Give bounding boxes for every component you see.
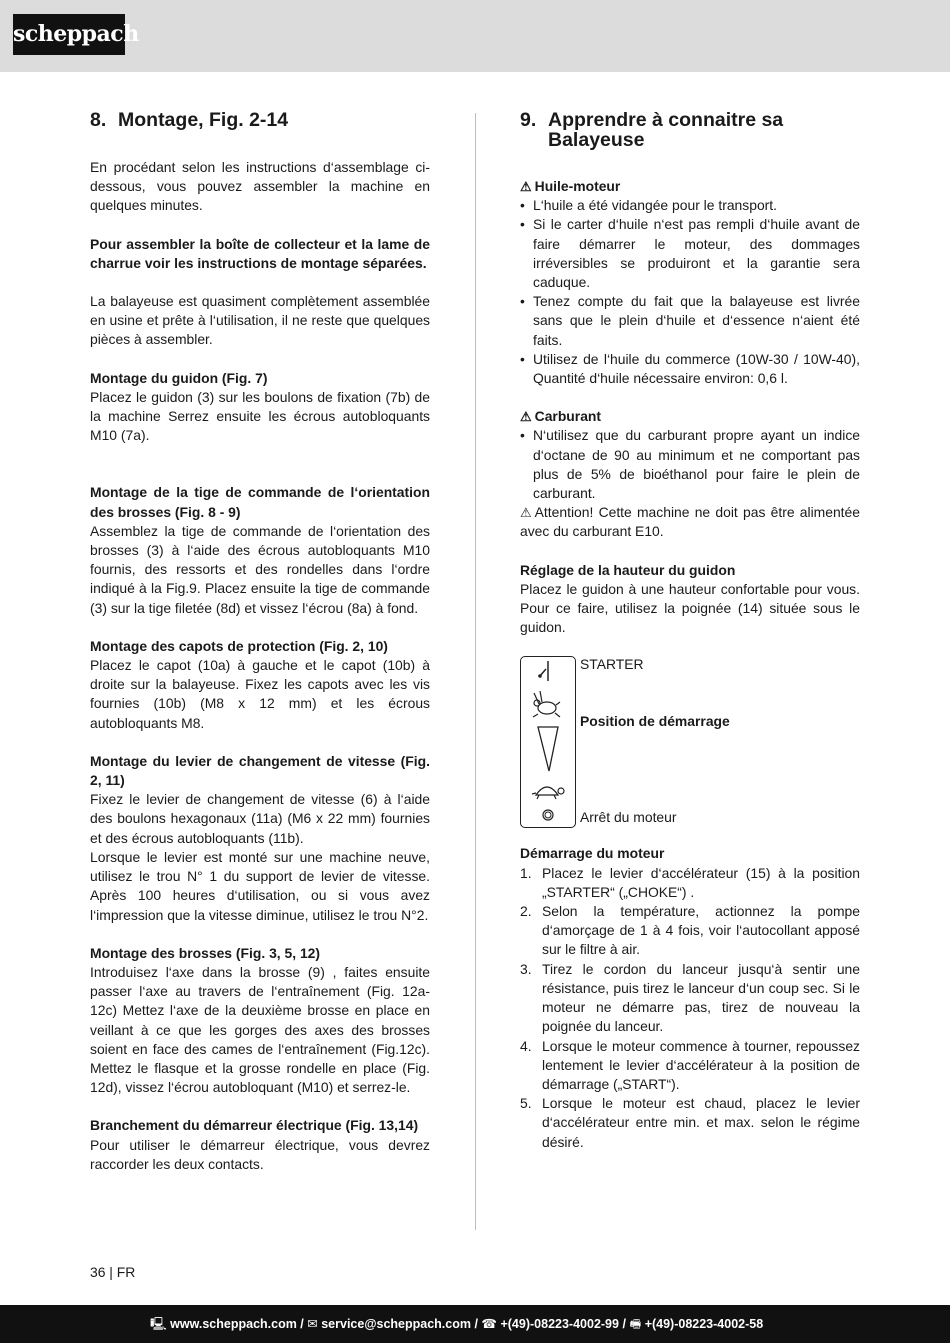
footer-band (0, 1305, 950, 1343)
tortoise-icon (532, 787, 564, 799)
website-link[interactable]: www.scheppach.com (170, 1317, 297, 1331)
warning-icon: ⚠ (520, 505, 532, 521)
covers-title: Montage des capots de protection (Fig. 2, 10) (90, 637, 388, 654)
list-item: 4. Lorsque le moteur commence à tourner, repoussez lentement le levier d‘accélérateur à la position de démarrage („START“). (520, 1037, 860, 1092)
list-item: 5. Lorsque le moteur est chaud, placez le levier d‘accélérateur entre min. et max. selon le régime désiré. (520, 1095, 860, 1150)
engine-start-title: Démarrage du moteur (520, 845, 665, 862)
rod-text: Assemblez la tige de commande de l‘orientation des brosses (3) à l‘aide des écrous autobloquants M10 fournis, des ressorts et des rondelles dans l‘ordre indiqué à la Fig.9. Placez ensuite la tige de commande (3) sur la tige filetée (8d) et vissez l‘écrou (8a) à fond. (90, 522, 430, 616)
handle-height-text: Placez le guidon à une hauteur confortable pour vous. Pour ce faire, utilisez la poignée (14) située sous le guidon. (520, 580, 860, 636)
speed-wedge-icon (538, 727, 558, 771)
assembly-note: Pour assembler la boîte de collecteur et la lame de charrue voir les instructions de montage séparées. (90, 235, 430, 271)
list-item: 3. Tirez le cordon du lanceur jusqu‘à sentir une résistance, puis tirez le lanceur d‘un coup sec. Si le moteur ne démarre pas, tirez de nouveau la poignée du lanceur. (520, 960, 860, 1035)
list-item: • Tenez compte du fait que la balayeuse est livrée sans que le plein d‘huile et d‘essence n‘aient été faits. (520, 292, 860, 350)
list-item: • N‘utilisez que du carburant propre ayant un indice d‘octane de 90 au minimum et ne comportant pas plus de 5% de bioéthanol pour faire le plein de carburant. (520, 426, 860, 503)
fax-icon: 🖷 (629, 1317, 642, 1331)
right-column (520, 110, 860, 1152)
email-link[interactable]: service@scheppach.com (321, 1317, 471, 1331)
brand-logo: scheppach (13, 14, 125, 55)
footer-contact: 🖳 www.scheppach.com / ✉ service@scheppach.com / ☎ +(49)-08223-4002-99 / 🖷 +(49)-08223-4002-58 (150, 1317, 764, 1331)
gear-lever-text-2: Lorsque le levier est monté sur une machine neuve, utilisez le trou N° 1 du support de levier de vitesse. Après 100 heures d‘utilisation, ou si vous avez l‘impression que la vitesse diminue, utilisez le trou N°2. (90, 848, 430, 923)
handle-height-title: Réglage de la hauteur du guidon (520, 561, 736, 578)
covers-text: Placez le capot (10a) à gauche et le capot (10b) à droite sur la balayeuse. Fixez les capots avec les vis fournies (10b) (M8 x 12 mm) et les écrous autobloquants M8. (90, 657, 430, 731)
starter-title: Branchement du démarreur électrique (Fig. 13,14) (90, 1117, 419, 1134)
header-band (0, 0, 950, 72)
gear-lever-text-1: Fixez le levier de changement de vitesse (6) à l‘aide des boulons hexagonaux (11a) (M6 x 22 mm) fournies et des écrous autobloquants (11b). (90, 791, 430, 846)
section-9-heading: 9. Apprendre à connaitre sa Balayeuse (520, 109, 784, 151)
choke-icon (538, 661, 548, 681)
section-8-heading: 8. Montage, Fig. 2-14 (90, 109, 289, 131)
list-item: 2. Selon la température, actionnez la pompe d‘amorçage de 1 à 4 fois, voir l‘autocollant apposé sur le filtre à air. (520, 903, 860, 958)
throttle-diagram (520, 656, 860, 844)
fuel-heading: ⚠ Carburant (520, 407, 860, 426)
guidon-text: Placez le guidon (3) sur les boulons de fixation (7b) de la machine Serrez ensuite les écrous autobloquants M10 (7a). (90, 388, 430, 444)
oil-list (520, 196, 860, 388)
label-engine-stop: Arrêt du moteur (580, 809, 677, 826)
label-starter: STARTER (580, 656, 644, 673)
throttle-plate (520, 656, 576, 828)
starter-text: Pour utiliser le démarreur électrique, vous devrez raccorder les deux contacts. (90, 1136, 430, 1172)
attention-note: ⚠ Attention! Cette machine ne doit pas être alimentée avec du carburant E10. (520, 504, 860, 540)
warning-icon: ⚠ (520, 409, 532, 425)
label-start-position: Position de démarrage (580, 713, 730, 730)
hare-icon (533, 691, 560, 717)
throttle-symbols (521, 657, 575, 827)
guidon-title: Montage du guidon (Fig. 7) (90, 369, 268, 386)
column-divider (475, 113, 476, 1230)
oil-heading: ⚠ Huile-moteur (520, 177, 860, 196)
fuel-list (520, 426, 860, 503)
list-item: • Si le carter d‘huile n‘est pas rempli d‘huile avant de faire démarrer le moteur, des dommages irréversibles se produiront et la garantie sera caduque. (520, 215, 860, 292)
rod-title: Montage de la tige de commande de l‘orientation des brosses (Fig. 8 - 9) (90, 484, 430, 520)
brushes-title: Montage des brosses (Fig. 3, 5, 12) (90, 944, 321, 961)
stop-icon (543, 810, 553, 820)
list-item: • Utilisez de l‘huile du commerce (10W-30 / 10W-40), Quantité d‘huile nécessaire environ: 0,6 l. (520, 350, 860, 388)
intro-paragraph: En procédant selon les instructions d‘assemblage ci-dessous, vous pouvez assembler la machine en quelques minutes. (90, 159, 430, 214)
phone-icon: ☎ (481, 1317, 497, 1331)
gear-lever-title: Montage du levier de changement de vitesse (Fig. 2, 11) (90, 752, 430, 789)
brushes-text: Introduisez l‘axe dans la brosse (9) , faites ensuite passer l‘axe au travers de l‘entraînement (Fig. 12a-12c) Mettez l‘axe de la deuxième brosse en place en veillant à ce que les gorges des axes des brosses soient en face des cames de l‘entraînement (Fig.12c). Mettez le flasque et la grosse rondelle en place (Fig. 12d), vissez l‘écrou autobloquant (M10) et serrez-le. (90, 963, 430, 1096)
list-item: • L‘huile a été vidangée pour le transport. (520, 196, 860, 215)
warning-icon: ⚠ (520, 179, 532, 194)
left-column (90, 110, 430, 1174)
preassembled-paragraph: La balayeuse est quasiment complètement assemblée en usine et prête à l‘utilisation, il ne reste que quelques pièces à assembler. (90, 293, 430, 348)
computer-icon: 🖳 (150, 1317, 167, 1331)
mail-icon: ✉ (307, 1317, 318, 1331)
list-item: 1. Placez le levier d‘accélérateur (15) à la position „STARTER“ („CHOKE“) . (520, 864, 860, 900)
page-number: 36 | FR (90, 1264, 136, 1280)
language-code: FR (116, 1264, 136, 1280)
engine-start-steps (520, 864, 860, 1152)
fax-number: +(49)-08223-4002-58 (644, 1317, 764, 1331)
phone-number: +(49)-08223-4002-99 (500, 1317, 619, 1331)
